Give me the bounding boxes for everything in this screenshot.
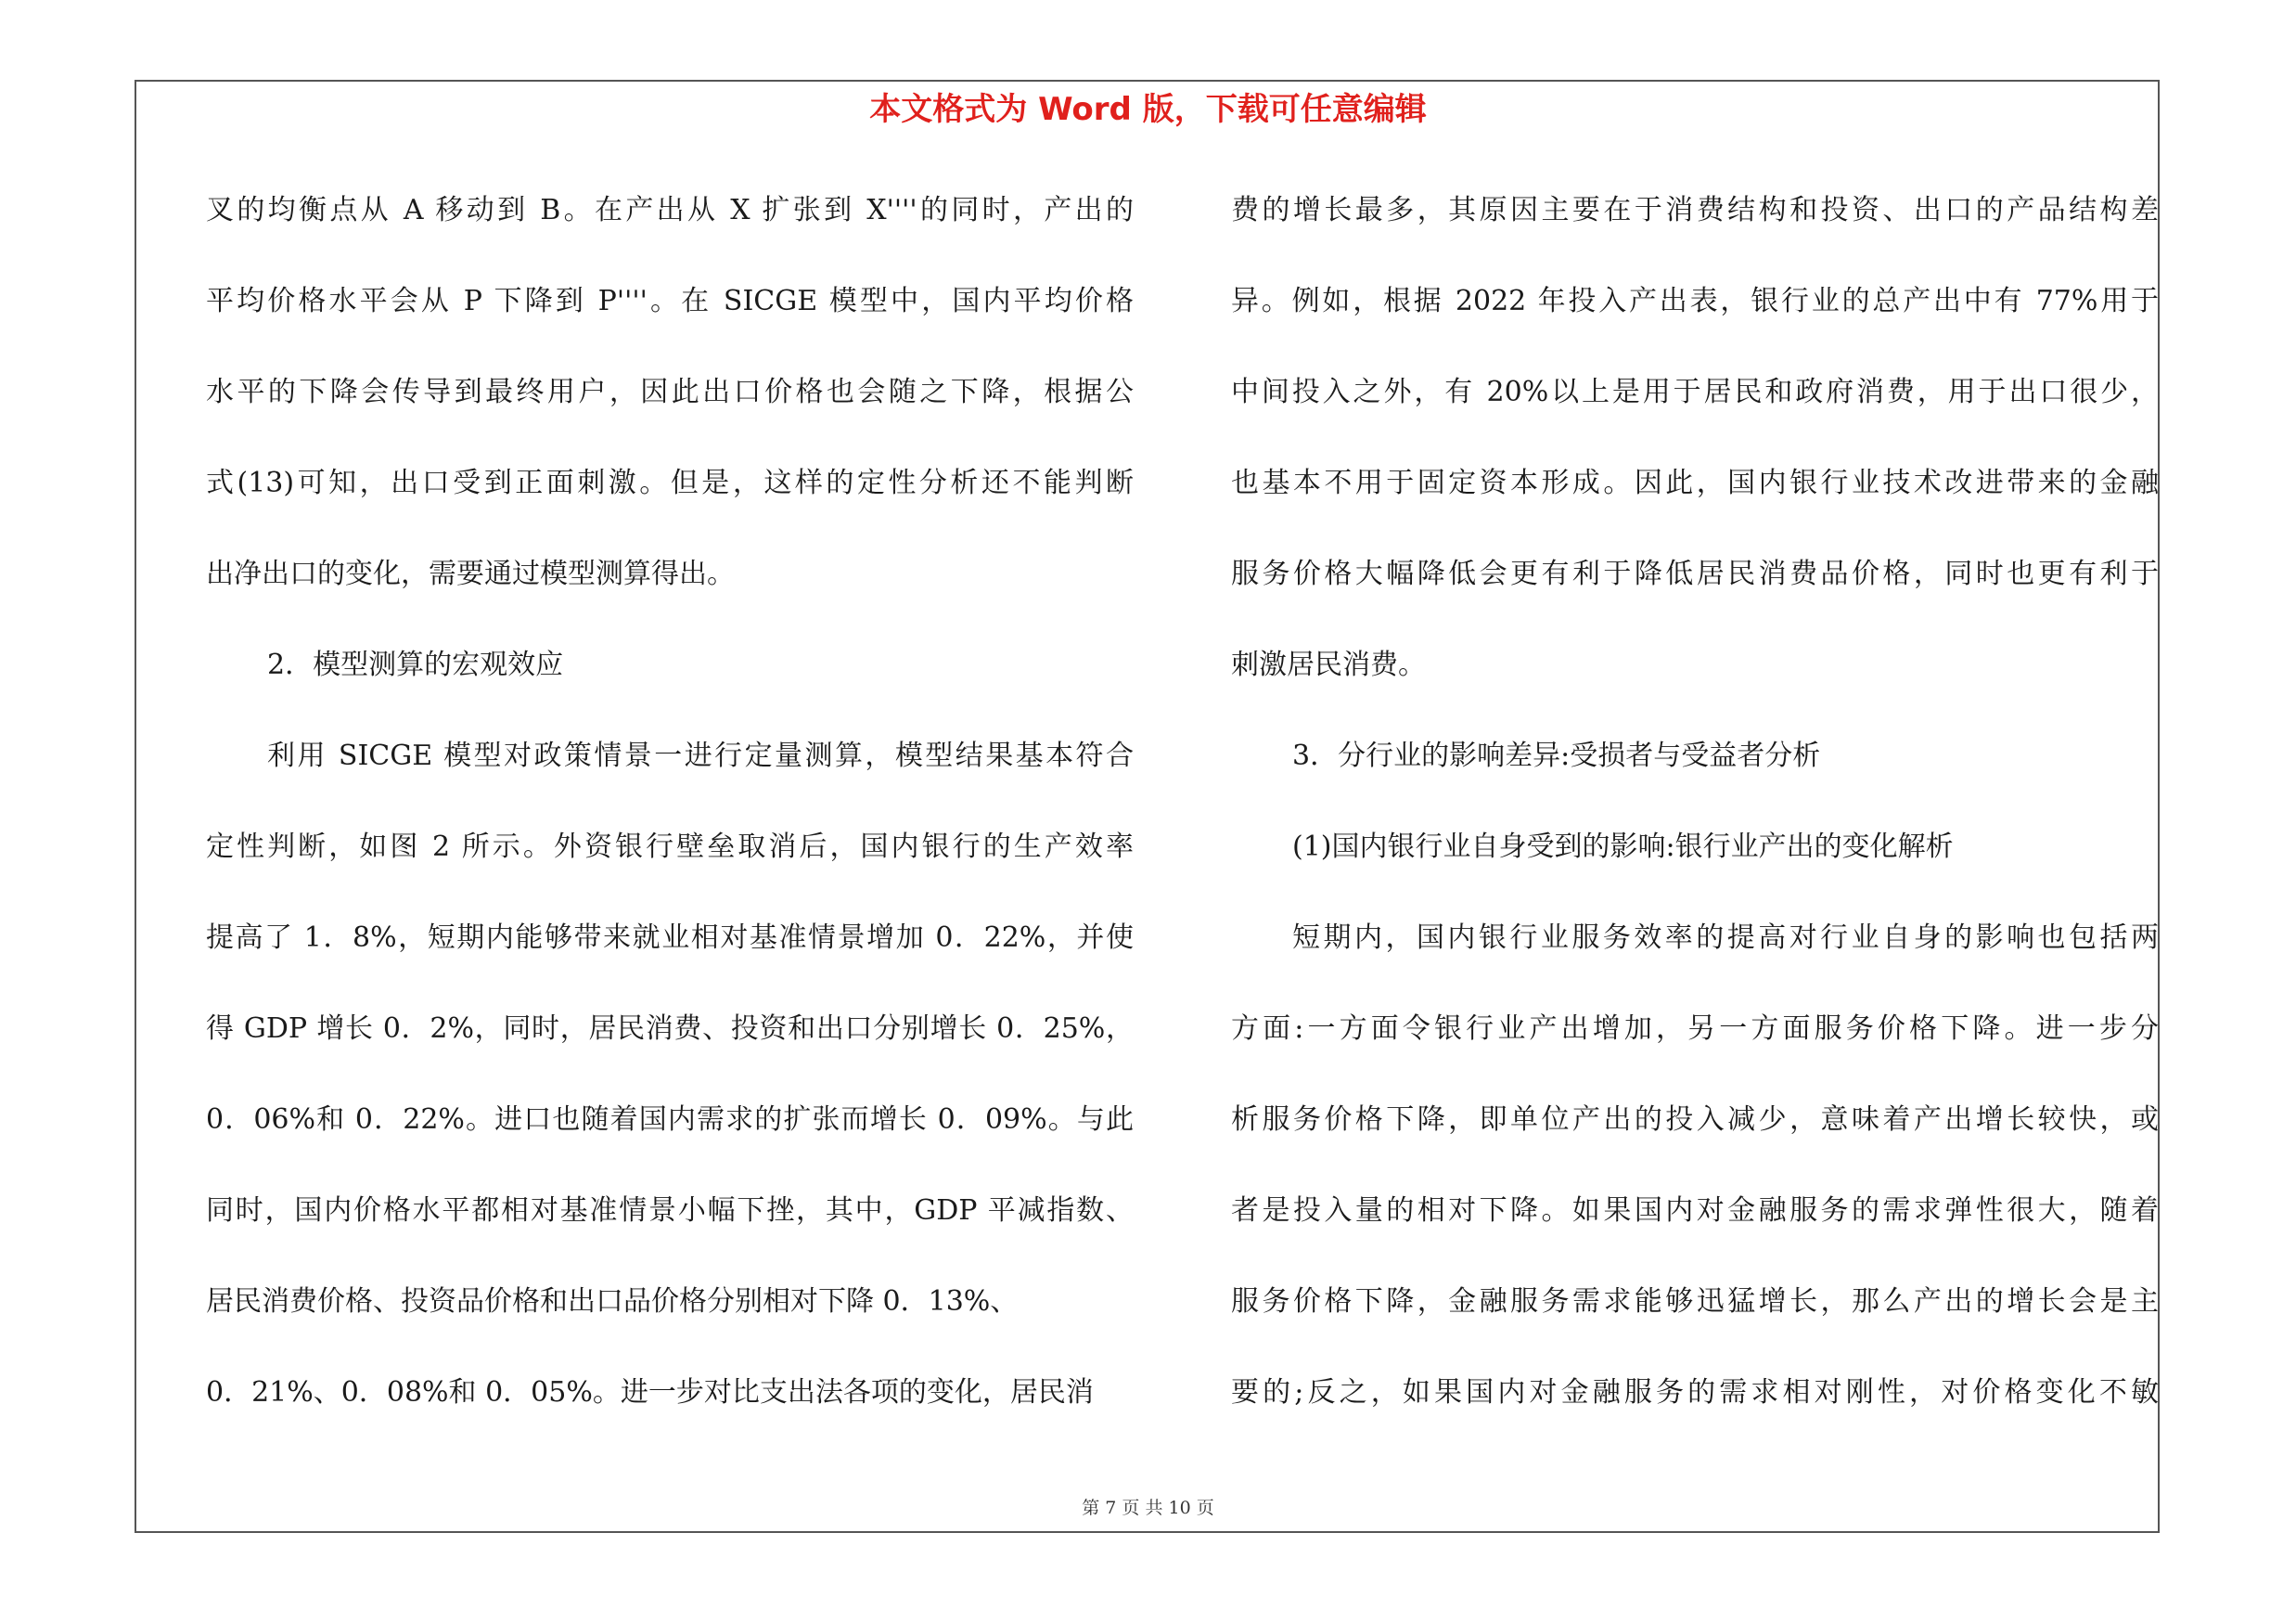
- paragraph-line: 利用 SICGE 模型对政策情景一进行定量测算，模型结果基本符合: [267, 740, 1134, 772]
- paragraph-line: 短期内，国内银行业服务效率的提高对行业自身的影响也包括两: [1292, 921, 2159, 954]
- paragraph-line: 同时，国内价格水平都相对基准情景小幅下挫，其中，GDP 平减指数、: [206, 1194, 1134, 1227]
- paragraph-line: 出净出口的变化，需要通过模型测算得出。: [206, 558, 735, 590]
- paragraph-line: 叉的均衡点从 A 移动到 B。在产出从 X 扩张到 X''''的同时，产出的: [206, 194, 1134, 226]
- paragraph-line: 提高了 1．8%，短期内能够带来就业相对基准情景增加 0．22%，并使: [206, 921, 1134, 954]
- right-text-column: [1231, 187, 2159, 1461]
- paragraph-line: 异。例如，根据 2022 年投入产出表，银行业的总产出中有 77%用于: [1231, 285, 2159, 317]
- paragraph-line: 0．06%和 0．22%。进口也随着国内需求的扩张而增长 0．09%。与此: [206, 1103, 1134, 1136]
- paragraph-line: 析服务价格下降，即单位产出的投入减少，意味着产出增长较快，或: [1231, 1103, 2159, 1136]
- paragraph-line: 服务价格大幅降低会更有利于降低居民消费品价格，同时也更有利于: [1231, 558, 2159, 590]
- section-heading: 3．分行业的影响差异:受损者与受益者分析: [1292, 740, 1821, 772]
- paragraph-line: 服务价格下降，金融服务需求能够迅猛增长，那么产出的增长会是主: [1231, 1285, 2159, 1318]
- paragraph-line: 定性判断，如图 2 所示。外资银行壁垒取消后，国内银行的生产效率: [206, 831, 1134, 863]
- paragraph-line: 平均价格水平会从 P 下降到 P''''。在 SICGE 模型中，国内平均价格: [206, 285, 1134, 317]
- left-text-column: [206, 187, 1134, 1461]
- paragraph-line: 得 GDP 增长 0．2%，同时，居民消费、投资和出口分别增长 0．25%，: [206, 1012, 1134, 1045]
- page-number: 第 7 页 共 10 页: [1082, 1498, 1214, 1518]
- subsection-heading: (1)国内银行业自身受到的影响:银行业产出的变化解析: [1292, 831, 1954, 863]
- paragraph-line: 者是投入量的相对下降。如果国内对金融服务的需求弹性很大，随着: [1231, 1194, 2159, 1227]
- paragraph-line: 居民消费价格、投资品价格和出口品价格分别相对下降 0．13%、: [206, 1285, 1019, 1318]
- paragraph-line: 中间投入之外，有 20%以上是用于居民和政府消费，用于出口很少，: [1231, 376, 2159, 408]
- section-heading: 2．模型测算的宏观效应: [267, 649, 564, 681]
- paragraph-line: 刺激居民消费。: [1231, 649, 1426, 681]
- paragraph-line: 要的;反之，如果国内对金融服务的需求相对刚性，对价格变化不敏: [1231, 1376, 2159, 1409]
- paragraph-line: 也基本不用于固定资本形成。因此，国内银行业技术改进带来的金融: [1231, 467, 2159, 499]
- format-banner: 本文格式为 Word 版，下载可任意编辑: [869, 91, 1427, 128]
- paragraph-line: 费的增长最多，其原因主要在于消费结构和投资、出口的产品结构差: [1231, 194, 2159, 226]
- paragraph-line: 0．21%、0．08%和 0．05%。进一步对比支出法各项的变化，居民消: [206, 1376, 1094, 1409]
- paragraph-line: 方面:一方面令银行业产出增加，另一方面服务价格下降。进一步分: [1231, 1012, 2159, 1045]
- paragraph-line: 水平的下降会传导到最终用户，因此出口价格也会随之下降，根据公: [206, 376, 1134, 408]
- paragraph-line: 式(13)可知，出口受到正面刺激。但是，这样的定性分析还不能判断: [206, 467, 1134, 499]
